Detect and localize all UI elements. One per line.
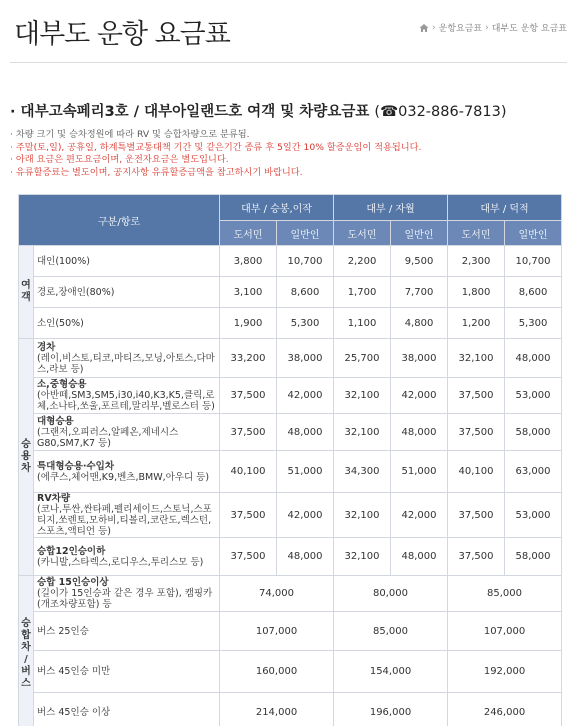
fare-cell: 1,100 <box>334 308 391 339</box>
fare-cell: 160,000 <box>220 651 334 693</box>
fare-cell: 5,300 <box>505 308 562 339</box>
fare-cell: 74,000 <box>220 576 334 612</box>
table-row <box>19 277 562 308</box>
fare-cell: 32,100 <box>334 538 391 576</box>
fare-cell: 58,000 <box>505 538 562 576</box>
table-row <box>19 651 562 693</box>
fare-cell: 9,500 <box>391 246 448 277</box>
fare-cell: 37,500 <box>448 414 505 451</box>
row-label <box>34 538 220 576</box>
fare-cell: 42,000 <box>391 493 448 538</box>
fare-cell: 32,100 <box>448 339 505 378</box>
vehicle-type: 대형승용 <box>37 415 74 427</box>
header-category: 구분/항로 <box>19 195 220 246</box>
fare-cell: 53,000 <box>505 378 562 414</box>
breadcrumb-item-2: 대부도 운항 요금표 <box>491 24 567 34</box>
fare-cell: 3,100 <box>220 277 277 308</box>
fare-cell: 48,000 <box>505 339 562 378</box>
fare-cell: 48,000 <box>277 414 334 451</box>
header-route-1: 대부 / 승봉,이작 <box>220 195 334 221</box>
row-label <box>34 576 220 612</box>
table-row <box>19 414 562 451</box>
note-item: · 차량 크기 및 승차정원에 따라 RV 및 승합차량으로 분류됨. <box>10 129 250 140</box>
fare-cell: 196,000 <box>334 693 448 726</box>
fare-cell: 32,100 <box>334 493 391 538</box>
fare-cell: 10,700 <box>277 246 334 277</box>
fare-cell: 107,000 <box>220 612 334 651</box>
table-row <box>19 612 562 651</box>
vehicle-examples: 버스 25인승 <box>37 625 89 637</box>
table-row <box>19 308 562 339</box>
row-label <box>34 451 220 493</box>
table-row <box>19 693 562 726</box>
fare-cell: 1,200 <box>448 308 505 339</box>
vehicle-examples: (아반떼,SM3,SM5,i30,i40,K3,K5,클릭,로체,소나타,쏘울,포르테,말리부,벨로스터 등) <box>37 390 215 412</box>
header-resident: 도서민 <box>334 221 391 246</box>
breadcrumb <box>419 21 567 34</box>
section-title-text: · 대부고속페리3호 / 대부아일랜드호 여객 및 차량요금표 <box>10 104 370 120</box>
vehicle-examples: (그랜저,오피러스,알페온,제네시스G80,SM7,K7 등) <box>37 426 179 449</box>
vehicle-examples: (에쿠스,체어맨,K9,벤츠,BMW,아우디 등) <box>37 471 210 483</box>
table-row <box>19 493 562 538</box>
fare-cell: 51,000 <box>277 451 334 493</box>
section-title <box>10 100 507 121</box>
vehicle-type: 소,중형승용 <box>37 379 87 390</box>
fare-cell: 53,000 <box>505 493 562 538</box>
fare-cell: 42,000 <box>277 493 334 538</box>
fare-cell: 7,700 <box>391 277 448 308</box>
page-title: 대부도 운항 요금표 <box>14 19 230 50</box>
fare-cell: 154,000 <box>334 651 448 693</box>
fare-cell: 2,300 <box>448 246 505 277</box>
fare-cell: 42,000 <box>277 378 334 414</box>
row-label <box>34 693 220 726</box>
vehicle-examples: (코나,투싼,싼타페,펠리세이드,스토닉,스포티지,쏘렌토,모하비,티볼리,코란도,렉스턴,스포츠,액티언 등) <box>37 504 212 537</box>
fare-cell: 3,800 <box>220 246 277 277</box>
fare-table <box>18 194 562 726</box>
chevron-right-icon: › <box>432 22 436 33</box>
fare-cell: 33,200 <box>220 339 277 378</box>
vehicle-examples: (카니발,스타렉스,로디우스,투리스모 등) <box>37 556 204 568</box>
vehicle-examples: (길이가 15인승과 같은 경우 포함), 캠핑카(개조차량포함) 등 <box>37 588 213 610</box>
fare-cell: 1,800 <box>448 277 505 308</box>
divider <box>10 62 567 63</box>
fare-cell: 63,000 <box>505 451 562 493</box>
fare-cell: 38,000 <box>277 339 334 378</box>
fare-cell: 107,000 <box>448 612 562 651</box>
breadcrumb-item-1[interactable]: 운항요금표 <box>438 24 483 34</box>
fare-cell: 51,000 <box>391 451 448 493</box>
header-general: 일반인 <box>277 221 334 246</box>
row-label: 소인(50%) <box>34 308 220 339</box>
fare-cell: 48,000 <box>391 538 448 576</box>
table-row <box>19 451 562 493</box>
vehicle-type: 승합 15인승이상 <box>37 577 109 588</box>
fare-cell: 48,000 <box>277 538 334 576</box>
fare-cell: 192,000 <box>448 651 562 693</box>
table-row <box>19 246 562 277</box>
fare-cell: 32,100 <box>334 414 391 451</box>
chevron-right-icon: › <box>485 22 489 33</box>
fare-cell: 5,300 <box>277 308 334 339</box>
fare-cell: 1,700 <box>334 277 391 308</box>
fare-cell: 80,000 <box>334 576 448 612</box>
vehicle-type: 경차 <box>37 341 56 353</box>
row-label <box>34 612 220 651</box>
fare-cell: 34,300 <box>334 451 391 493</box>
fare-cell: 37,500 <box>220 414 277 451</box>
fare-cell: 32,100 <box>334 378 391 414</box>
header-route-2: 대부 / 자월 <box>334 195 448 221</box>
group-car: 승 용 차 <box>19 339 34 576</box>
table-row <box>19 339 562 378</box>
header-general: 일반인 <box>505 221 562 246</box>
fare-cell: 37,500 <box>220 378 277 414</box>
vehicle-examples: 버스 45인승 미만 <box>37 666 111 677</box>
header-resident: 도서민 <box>448 221 505 246</box>
fare-cell: 10,700 <box>505 246 562 277</box>
row-label <box>34 651 220 693</box>
fare-cell: 8,600 <box>277 277 334 308</box>
note-item: · 유류할증료는 별도이며, 공지사항 유류할증금액을 참고하시기 바랍니다. <box>10 166 303 178</box>
table-row <box>19 378 562 414</box>
fare-cell: 40,100 <box>448 451 505 493</box>
phone-number: (☎032-886-7813) <box>374 104 507 120</box>
header-resident: 도서민 <box>220 221 277 246</box>
fare-cell: 48,000 <box>391 414 448 451</box>
fare-cell: 4,800 <box>391 308 448 339</box>
fare-cell: 85,000 <box>448 576 562 612</box>
row-label <box>34 339 220 378</box>
vehicle-type: 특대형승용·수입차 <box>37 460 115 472</box>
vehicle-type: RV차량 <box>37 493 71 504</box>
fare-cell: 37,500 <box>448 538 505 576</box>
fare-cell: 37,500 <box>220 538 277 576</box>
fare-cell: 40,100 <box>220 451 277 493</box>
group-van: 승 합 차 / 버 스 <box>19 576 34 726</box>
fare-cell: 85,000 <box>334 612 448 651</box>
row-label: 경로,장애인(80%) <box>34 277 220 308</box>
row-label <box>34 493 220 538</box>
fare-cell: 1,900 <box>220 308 277 339</box>
vehicle-examples: 버스 45인승 이상 <box>37 707 111 718</box>
fare-cell: 214,000 <box>220 693 334 726</box>
fare-cell: 37,500 <box>220 493 277 538</box>
fare-cell: 25,700 <box>334 339 391 378</box>
fare-cell: 37,500 <box>448 493 505 538</box>
note-item: · 주말(토,일), 공휴일, 하계특별교통대책 기간 및 같은기간 종류 후 5일간 10% 할증운임이 적용됩니다. <box>10 141 422 153</box>
header-general: 일반인 <box>391 221 448 246</box>
row-label <box>34 414 220 451</box>
vehicle-examples: (레이,비스토,티코,마티즈,모닝,아토스,다마스,라보 등) <box>37 352 215 375</box>
fare-cell: 58,000 <box>505 414 562 451</box>
group-passenger: 여 객 <box>19 246 34 339</box>
fare-cell: 37,500 <box>448 378 505 414</box>
fare-cell: 2,200 <box>334 246 391 277</box>
table-row <box>19 538 562 576</box>
fare-cell: 42,000 <box>391 378 448 414</box>
home-icon[interactable] <box>419 23 429 33</box>
fare-cell: 246,000 <box>448 693 562 726</box>
fare-cell: 38,000 <box>391 339 448 378</box>
table-row <box>19 576 562 612</box>
row-label <box>34 378 220 414</box>
vehicle-type: 승합12인승이하 <box>37 545 106 557</box>
header-route-3: 대부 / 덕적 <box>448 195 562 221</box>
notes-list <box>10 129 421 179</box>
row-label: 대인(100%) <box>34 246 220 277</box>
note-item: · 아래 요금은 편도요금이며, 운전자요금은 별도입니다. <box>10 154 229 166</box>
fare-cell: 8,600 <box>505 277 562 308</box>
